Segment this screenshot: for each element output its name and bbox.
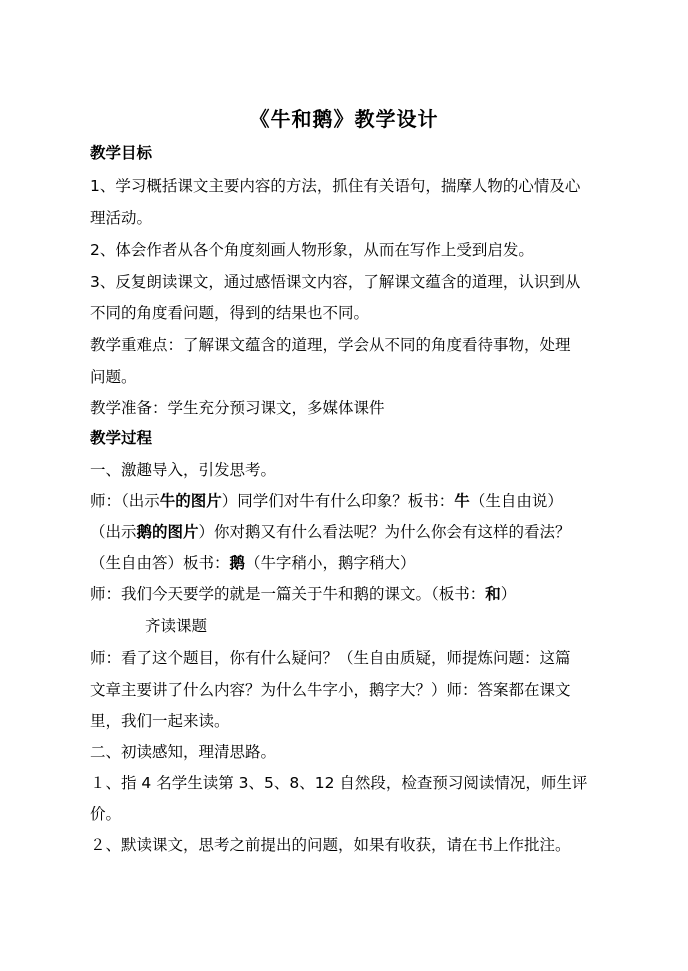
goal-3-line-2: 不同的角度看问题，得到的结果也不同。 [90, 304, 370, 322]
bold-text-segment: 牛的图片 [159, 492, 222, 510]
document-title: 《牛和鹅》教学设计 [249, 107, 439, 131]
goal-1-line-2: 理活动。 [90, 209, 153, 227]
key-points-line-2: 问题。 [90, 368, 137, 386]
teacher-question-line-2: 文章主要讲了什么内容？为什么牛字小，鹅字大？）师：答案都在课文 [90, 681, 571, 699]
preparation: 教学准备：学生充分预习课文，多媒体课件 [90, 399, 385, 417]
text-segment: 师：我们今天要学的就是一篇关于牛和鹅的课文。（板书： [90, 585, 486, 603]
teacher-line-1 [90, 491, 563, 511]
goals-heading: 教学目标 [90, 144, 153, 162]
goal-1-line-1: 1、学习概括课文主要内容的方法，抓住有关语句，揣摩人物的心情及心 [90, 177, 581, 195]
bold-text-segment: 和 [485, 585, 501, 603]
text-segment: 师：（出示 [90, 492, 160, 510]
bold-text-segment: 鹅 [229, 554, 246, 572]
read-title-aloud: 齐读课题 [145, 617, 208, 635]
text-segment: ）同学们对牛有什么印象？板书： [221, 492, 455, 510]
text-segment: （生自由答）板书： [90, 554, 230, 572]
step-2-item-1-line-2: 价。 [90, 805, 122, 823]
teacher-question-line-3: 里，我们一起来读。 [90, 712, 230, 730]
bold-text-segment: 鹅的图片 [136, 523, 199, 541]
teacher-line-4 [90, 584, 516, 604]
bold-text-segment: 牛 [454, 492, 470, 510]
text-segment: ） [500, 585, 517, 603]
step-2-item-1-line-1: １、指 4 名学生读第 3、5、8、12 自然段，检查预习阅读情况，师生评 [90, 774, 588, 792]
text-segment: （牛字稍小，鹅字稍大） [245, 554, 416, 572]
step-2-item-2: ２、默读课文，思考之前提出的问题，如果有收获，请在书上作批注。 [90, 836, 571, 854]
text-segment: （出示 [90, 523, 137, 541]
teacher-line-3 [90, 553, 416, 573]
teacher-question-line-1: 师：看了这个题目，你有什么疑问？（生自由质疑，师提炼问题：这篇 [90, 649, 571, 667]
process-heading: 教学过程 [90, 429, 153, 447]
teacher-line-2 [90, 522, 571, 542]
text-segment: ）你对鹅又有什么看法呢？为什么你会有这样的看法？ [198, 523, 571, 541]
goal-3-line-1: 3、反复朗读课文，通过感悟课文内容，了解课文蕴含的道理，认识到从 [90, 273, 581, 291]
key-points-line-1: 教学重难点：了解课文蕴含的道理，学会从不同的角度看待事物，处理 [90, 336, 571, 354]
text-segment: （生自由说） [469, 492, 563, 510]
step-1-heading: 一、激趣导入，引发思考。 [90, 461, 277, 479]
goal-2: 2、体会作者从各个角度刻画人物形象，从而在写作上受到启发。 [90, 241, 534, 259]
step-2-heading: 二、初读感知，理清思路。 [90, 743, 277, 761]
